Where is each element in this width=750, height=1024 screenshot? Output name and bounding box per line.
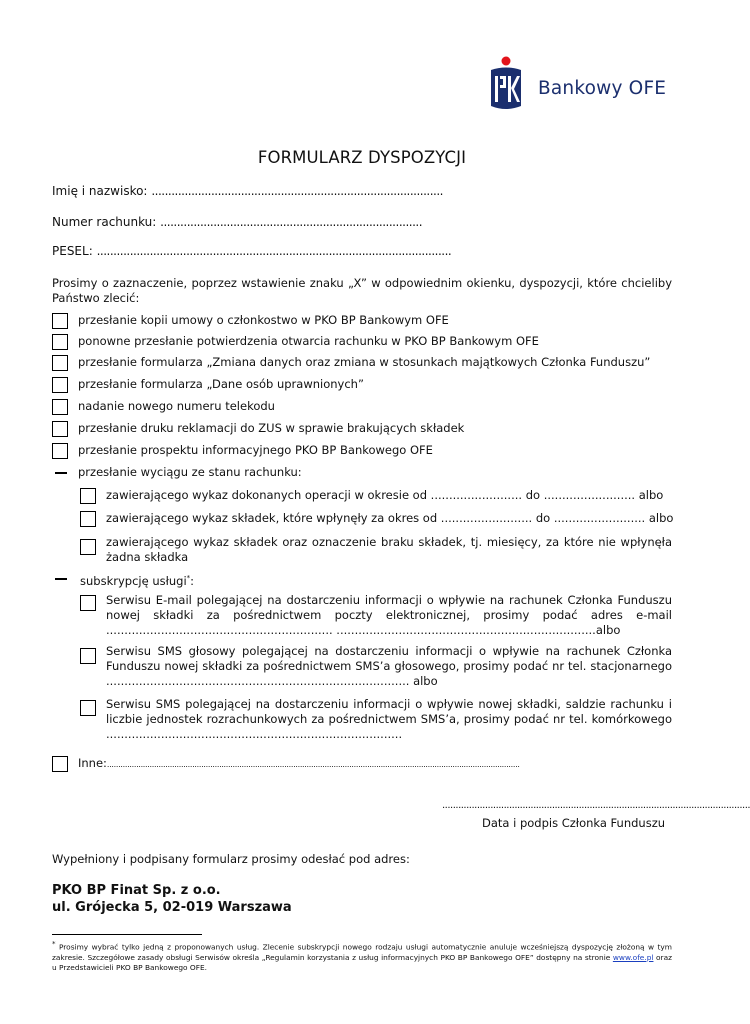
subscription-checkbox[interactable] bbox=[80, 648, 96, 664]
option-label: przesłanie formularza „Zmiana danych oraz zmiana w stosunkach majątkowych Członka Funduszu” bbox=[78, 355, 651, 369]
brand-name: Bankowy OFE bbox=[538, 78, 667, 99]
subscription-label bbox=[80, 571, 194, 589]
option-label: nadanie nowego numeru telekodu bbox=[78, 399, 275, 413]
ofe-link[interactable]: www.ofe.pl bbox=[612, 952, 654, 962]
option-checkbox[interactable] bbox=[52, 421, 68, 437]
statement-option-label: zawierającego wykaz składek oraz oznaczenie braku składek, tj. miesięcy, za które nie wpłynęła żadna składka bbox=[106, 535, 672, 564]
option-label: przesłanie prospektu informacyjnego PKO BP Bankowego OFE bbox=[78, 443, 433, 457]
footnote bbox=[52, 939, 672, 974]
name-label: Imię i nazwisko: bbox=[52, 184, 148, 198]
pesel-label: PESEL: bbox=[52, 244, 93, 258]
option-checkbox[interactable] bbox=[52, 334, 68, 350]
option-label: przesłanie formularza „Dane osób uprawnionych” bbox=[78, 377, 364, 391]
subscription-option-voice-sms: Serwisu SMS głosowy polegającej na dostarczeniu informacji o wpływie na rachunek Członka Funduszu nowej składki za pośrednictwem SMS’a głosowego, prosimy podać nr tel. stacjonarnego ................................................................................... albo bbox=[106, 644, 672, 688]
signature-line[interactable]: ................................................................................................................... bbox=[442, 800, 750, 811]
pko-logo-icon bbox=[486, 56, 526, 114]
statement-label: przesłanie wyciągu ze stanu rachunku: bbox=[78, 465, 302, 479]
other-label: Inne: bbox=[78, 756, 107, 770]
dash-bullet bbox=[55, 578, 67, 580]
footnote-text: Prosimy wybrać tylko jedną z proponowanych usług. Zlecenie subskrypcji nowego rodzaju usługi automatycznie anuluje wcześniejszą dyspozycję złożoną w tym zakresie. Szczegółowe zasady obsługi Serwisów określa „Regulamin korzystania z usług informacyjnych PKO BP Bankowego OFE” dostępny na stronie bbox=[52, 942, 672, 962]
address-line-1: PKO BP Finat Sp. z o.o. bbox=[52, 883, 221, 898]
footnote-marker: * bbox=[52, 940, 56, 948]
other-checkbox[interactable] bbox=[52, 756, 68, 772]
option-label: przesłanie kopii umowy o członkostwo w PKO BP Bankowym OFE bbox=[78, 313, 449, 327]
option-checkbox[interactable] bbox=[52, 443, 68, 459]
other-field[interactable] bbox=[78, 756, 520, 772]
subscription-checkbox[interactable] bbox=[80, 595, 96, 611]
pesel-field[interactable] bbox=[52, 244, 451, 258]
option-checkbox[interactable] bbox=[52, 377, 68, 393]
subscription-option-email: Serwisu E-mail polegającej na dostarczeniu informacji o wpływie na rachunek Członka Funduszu nowej składki za pośrednictwem poczty elektronicznej, prosimy podać adres e-mail .............................................................. .......................................................................albo bbox=[106, 593, 672, 637]
statement-checkbox[interactable] bbox=[80, 488, 96, 504]
name-field[interactable] bbox=[52, 184, 443, 198]
option-checkbox[interactable] bbox=[52, 399, 68, 415]
footnote-text-end: oraz u Przedstawicieli PKO BP Bankowego OFE. bbox=[52, 952, 672, 973]
account-field[interactable] bbox=[52, 215, 422, 229]
other-dots: ........................................................................................................................................................................................ bbox=[106, 760, 520, 769]
pesel-dots: ........................................................................................................... bbox=[96, 244, 452, 258]
statement-option-label: zawierającego wykaz dokonanych operacji w okresie od ......................... do ......................... albo bbox=[106, 488, 664, 502]
instruction-text: Prosimy o zaznaczenie, poprzez wstawienie znaku „X” w odpowiednim okienku, dyspozycji, które chcieliby Państwo zlecić: bbox=[52, 276, 672, 305]
statement-checkbox[interactable] bbox=[80, 539, 96, 555]
footnote-marker: * bbox=[186, 574, 191, 582]
subscription-label-text: subskrypcję usługi bbox=[80, 573, 187, 588]
option-checkbox[interactable] bbox=[52, 313, 68, 329]
page-title: FORMULARZ DYSPOZYCJI bbox=[257, 148, 467, 167]
statement-option-label: zawierającego wykaz składek, które wpłynęły za okres od ......................... do ......................... albo bbox=[106, 511, 674, 525]
address-line-2: ul. Grójecka 5, 02-019 Warszawa bbox=[52, 900, 292, 915]
subscription-checkbox[interactable] bbox=[80, 700, 96, 716]
option-checkbox[interactable] bbox=[52, 355, 68, 371]
account-dots: ............................................................................... bbox=[160, 215, 423, 229]
option-label: przesłanie druku reklamacji do ZUS w sprawie brakujących składek bbox=[78, 421, 465, 435]
signature-caption: Data i podpis Członka Funduszu bbox=[482, 816, 666, 830]
send-note: Wypełniony i podpisany formularz prosimy odesłać pod adres: bbox=[52, 852, 410, 866]
subscription-option-sms: Serwisu SMS polegającej na dostarczeniu informacji o wpływie nowej składki, saldzie rachunku i liczbie jednostek rozrachunkowych za pośrednictwem SMS’a, prosimy podać nr tel. komórkowego ................................................................................. bbox=[106, 697, 672, 741]
dash-bullet bbox=[55, 472, 67, 474]
account-label: Numer rachunku: bbox=[52, 215, 157, 229]
statement-checkbox[interactable] bbox=[80, 511, 96, 527]
option-label: ponowne przesłanie potwierdzenia otwarcia rachunku w PKO BP Bankowym OFE bbox=[78, 334, 539, 348]
name-dots: ........................................................................................ bbox=[151, 184, 443, 198]
subscription-label-suffix: : bbox=[190, 573, 195, 588]
footnote-divider bbox=[52, 934, 202, 935]
